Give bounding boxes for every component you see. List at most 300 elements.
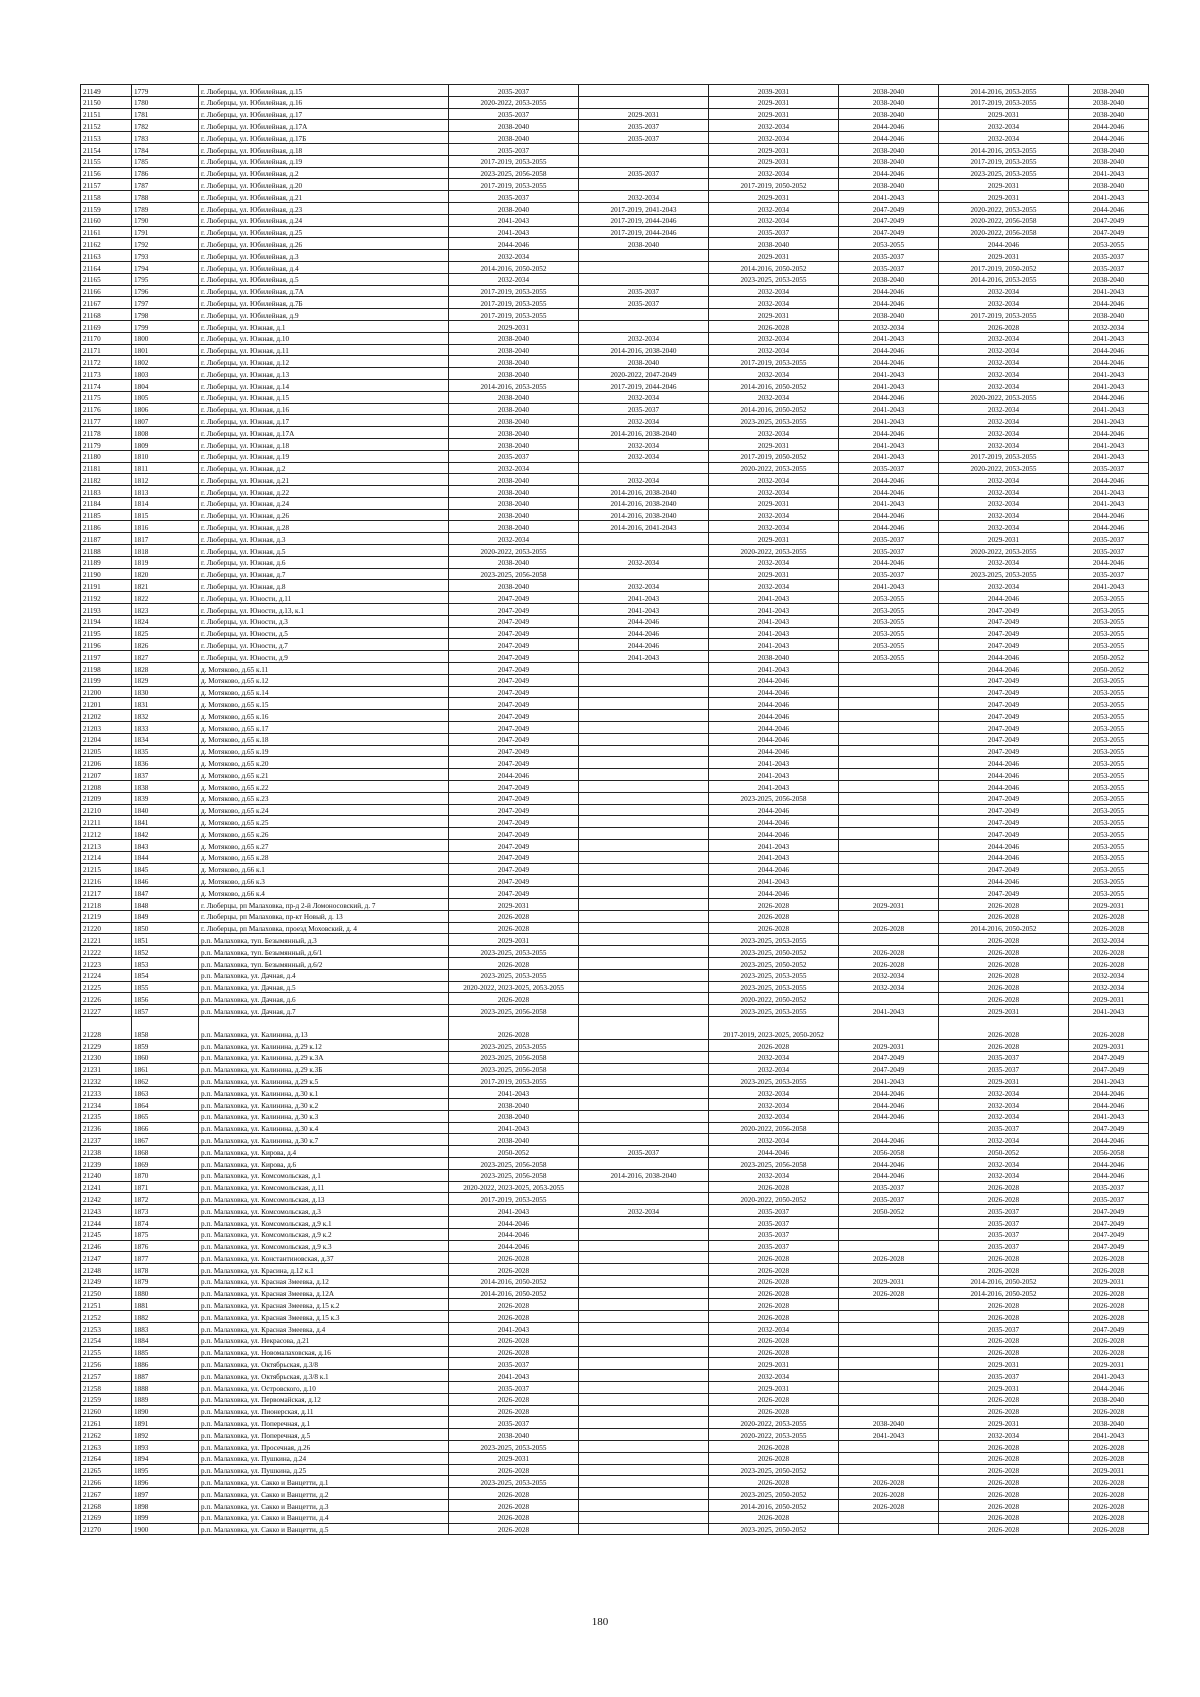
period-cell-5: 2047-2049: [939, 674, 1069, 686]
row-index-cell: 21165: [81, 273, 132, 285]
table-row: [81, 910, 1149, 922]
record-number-cell: 1780: [132, 96, 199, 108]
address-cell: р.п. Малаховка, ул. Комсомольская, д.3: [199, 1205, 449, 1217]
period-cell-2: [579, 1275, 709, 1287]
address-cell: д. Мотяково, д.65 к.26: [199, 828, 449, 840]
address-cell: г. Люберцы, ул. Юбилейная, д.17Б: [199, 132, 449, 144]
table-row: [81, 1382, 1149, 1394]
row-index-cell: 21193: [81, 604, 132, 616]
period-cell-5: 2026-2028: [939, 1488, 1069, 1500]
address-cell: г. Люберцы, ул. Южная, д.1: [199, 320, 449, 332]
record-number-cell: 1861: [132, 1063, 199, 1075]
address-cell: р.п. Малаховка, ул. Кирова, д.4: [199, 1146, 449, 1158]
period-cell-2: [579, 710, 709, 722]
period-cell-4: 2026-2028: [839, 1476, 939, 1488]
period-cell-5: 2026-2028: [939, 934, 1069, 946]
period-cell-2: 2014-2016, 2038-2040: [579, 344, 709, 356]
period-cell-3: 2020-2022, 2053-2055: [709, 462, 839, 474]
period-cell-4: [839, 851, 939, 863]
record-number-cell: 1888: [132, 1382, 199, 1394]
record-number-cell: 1797: [132, 297, 199, 309]
table-row: [81, 922, 1149, 934]
record-number-cell: 1834: [132, 733, 199, 745]
period-cell-6: 2053-2055: [1069, 863, 1149, 875]
period-cell-6: 2041-2043: [1069, 1075, 1149, 1087]
period-cell-6: 2053-2055: [1069, 757, 1149, 769]
address-cell: д. Мотяково, д.65 к.22: [199, 781, 449, 793]
table-row: [81, 1511, 1149, 1523]
period-cell-5: 2032-2034: [939, 1087, 1069, 1099]
table-row: [81, 580, 1149, 592]
period-cell-1: 2023-2025, 2053-2055: [449, 946, 579, 958]
period-cell-6: 2041-2043: [1069, 415, 1149, 427]
record-number-cell: 1866: [132, 1122, 199, 1134]
period-cell-4: 2038-2040: [839, 309, 939, 321]
page-number: 180: [591, 1616, 609, 1628]
table-row: [81, 615, 1149, 627]
period-cell-4: [839, 1358, 939, 1370]
period-cell-6: 2029-2031: [1069, 898, 1149, 910]
period-cell-4: 2041-2043: [839, 580, 939, 592]
period-cell-2: [579, 792, 709, 804]
period-cell-1: 2026-2028: [449, 910, 579, 922]
period-cell-1: 2041-2043: [449, 1323, 579, 1335]
table-row: [81, 214, 1149, 226]
period-cell-5: 2026-2028: [939, 1441, 1069, 1453]
row-index-cell: 21237: [81, 1134, 132, 1146]
period-cell-6: 2053-2055: [1069, 781, 1149, 793]
period-cell-6: 2026-2028: [1069, 1452, 1149, 1464]
period-cell-4: [839, 934, 939, 946]
period-cell-1: 2047-2049: [449, 863, 579, 875]
period-cell-5: 2035-2037: [939, 1240, 1069, 1252]
period-cell-4: 2035-2037: [839, 1181, 939, 1193]
period-cell-4: [839, 1216, 939, 1228]
period-cell-4: 2041-2043: [839, 332, 939, 344]
period-cell-1: 2029-2031: [449, 934, 579, 946]
row-index-cell: 21150: [81, 96, 132, 108]
period-cell-1: 2047-2049: [449, 604, 579, 616]
table-row: [81, 651, 1149, 663]
address-cell: р.п. Малаховка, ул. Комсомольская, д.1: [199, 1169, 449, 1181]
row-index-cell: 21201: [81, 698, 132, 710]
period-cell-2: [579, 863, 709, 875]
period-cell-1: 2038-2040: [449, 427, 579, 439]
record-number-cell: 1796: [132, 285, 199, 297]
table-row: [81, 1311, 1149, 1323]
period-cell-2: [579, 1063, 709, 1075]
period-cell-6: 2026-2028: [1069, 957, 1149, 969]
period-cell-2: 2041-2043: [579, 604, 709, 616]
period-cell-3: 2044-2046: [709, 698, 839, 710]
period-cell-2: [579, 1334, 709, 1346]
record-number-cell: 1794: [132, 261, 199, 273]
row-index-cell: 21245: [81, 1228, 132, 1240]
period-cell-5: 2047-2049: [939, 804, 1069, 816]
row-index-cell: 21187: [81, 533, 132, 545]
record-number-cell: 1810: [132, 450, 199, 462]
record-number-cell: 1821: [132, 580, 199, 592]
table-row: [81, 851, 1149, 863]
address-cell: р.п. Малаховка, ул. Сакко и Ванцетти, д.2: [199, 1488, 449, 1500]
period-cell-3: 2041-2043: [709, 757, 839, 769]
period-cell-3: 2026-2028: [709, 1287, 839, 1299]
period-cell-6: 2041-2043: [1069, 497, 1149, 509]
period-cell-1: 2038-2040: [449, 474, 579, 486]
period-cell-4: 2035-2037: [839, 545, 939, 557]
period-cell-6: 2026-2028: [1069, 1299, 1149, 1311]
address-cell: р.п. Малаховка, ул. Калинина, д.30 к.2: [199, 1098, 449, 1110]
table-row: [81, 486, 1149, 498]
table-row: [81, 1005, 1149, 1017]
period-cell-1: 2047-2049: [449, 615, 579, 627]
address-cell: г. Люберцы, ул. Южная, д.8: [199, 580, 449, 592]
table-row: [81, 320, 1149, 332]
period-cell-1: 2041-2043: [449, 1122, 579, 1134]
period-cell-1: 2020-2022, 2023-2025, 2053-2055: [449, 981, 579, 993]
record-number-cell: 1894: [132, 1452, 199, 1464]
period-cell-2: [579, 1476, 709, 1488]
period-cell-5: 2044-2046: [939, 757, 1069, 769]
row-index-cell: 21232: [81, 1075, 132, 1087]
period-cell-3: 2023-2025, 2056-2058: [709, 792, 839, 804]
period-cell-4: 2041-2043: [839, 191, 939, 203]
period-cell-1: 2044-2046: [449, 1228, 579, 1240]
period-cell-4: [839, 1334, 939, 1346]
period-cell-6: 2029-2031: [1069, 1358, 1149, 1370]
period-cell-2: 2032-2034: [579, 332, 709, 344]
row-index-cell: 21269: [81, 1511, 132, 1523]
row-index-cell: 21168: [81, 309, 132, 321]
period-cell-4: [839, 863, 939, 875]
period-cell-6: 2053-2055: [1069, 851, 1149, 863]
period-cell-3: 2032-2034: [709, 1051, 839, 1063]
period-cell-2: [579, 851, 709, 863]
row-index-cell: 21209: [81, 792, 132, 804]
period-cell-4: 2029-2031: [839, 1039, 939, 1051]
period-cell-6: 2038-2040: [1069, 1417, 1149, 1429]
row-index-cell: 21205: [81, 745, 132, 757]
period-cell-1: 2038-2040: [449, 332, 579, 344]
table-row: [81, 179, 1149, 191]
period-cell-3: 2026-2028: [709, 1039, 839, 1051]
period-cell-2: [579, 1405, 709, 1417]
table-row: [81, 509, 1149, 521]
period-cell-5: 2032-2034: [939, 556, 1069, 568]
record-number-cell: 1817: [132, 533, 199, 545]
row-index-cell: 21233: [81, 1087, 132, 1099]
period-cell-5: 2047-2049: [939, 863, 1069, 875]
period-cell-1: 2026-2028: [449, 1299, 579, 1311]
period-cell-5: 2029-2031: [939, 1075, 1069, 1087]
period-cell-5: 2026-2028: [939, 993, 1069, 1005]
period-cell-2: [579, 143, 709, 155]
table-row: [81, 887, 1149, 899]
period-cell-6: 2053-2055: [1069, 674, 1149, 686]
period-cell-4: [839, 1382, 939, 1394]
period-cell-1: 2038-2040: [449, 521, 579, 533]
period-cell-5: 2032-2034: [939, 1098, 1069, 1110]
period-cell-5: 2029-2031: [939, 179, 1069, 191]
period-cell-2: [579, 875, 709, 887]
period-cell-1: 2026-2028: [449, 1334, 579, 1346]
period-cell-5: 2032-2034: [939, 368, 1069, 380]
table-row: [81, 1500, 1149, 1512]
period-cell-2: [579, 1500, 709, 1512]
row-index-cell: 21247: [81, 1252, 132, 1264]
period-cell-6: 2041-2043: [1069, 1370, 1149, 1382]
period-cell-5: 2044-2046: [939, 238, 1069, 250]
period-cell-3: 2029-2031: [709, 108, 839, 120]
address-cell: г. Люберцы, ул. Южная, д.22: [199, 486, 449, 498]
period-cell-3: 2032-2034: [709, 1087, 839, 1099]
row-index-cell: 21204: [81, 733, 132, 745]
period-cell-1: 2035-2037: [449, 191, 579, 203]
period-cell-5: 2032-2034: [939, 580, 1069, 592]
period-cell-4: [839, 710, 939, 722]
period-cell-2: [579, 1382, 709, 1394]
period-cell-2: [579, 840, 709, 852]
record-number-cell: 1871: [132, 1181, 199, 1193]
record-number-cell: 1863: [132, 1087, 199, 1099]
address-cell: д. Мотяково, д.65 к.23: [199, 792, 449, 804]
period-cell-6: 2038-2040: [1069, 85, 1149, 97]
address-cell: г. Люберцы, ул. Южная, д.6: [199, 556, 449, 568]
period-cell-3: 2023-2025, 2053-2055: [709, 981, 839, 993]
record-number-cell: 1829: [132, 674, 199, 686]
period-cell-1: 2038-2040: [449, 391, 579, 403]
period-cell-5: 2047-2049: [939, 745, 1069, 757]
row-index-cell: 21243: [81, 1205, 132, 1217]
data-table-container: [80, 84, 1148, 1535]
period-cell-1: 2038-2040: [449, 556, 579, 568]
period-cell-4: 2035-2037: [839, 250, 939, 262]
table-row: [81, 344, 1149, 356]
period-cell-3: 2032-2034: [709, 427, 839, 439]
period-cell-3: 2044-2046: [709, 733, 839, 745]
address-cell: г. Люберцы, ул. Юбилейная, д.3: [199, 250, 449, 262]
period-cell-6: 2050-2052: [1069, 651, 1149, 663]
period-cell-5: 2026-2028: [939, 1464, 1069, 1476]
period-cell-4: [839, 1464, 939, 1476]
period-cell-4: [839, 722, 939, 734]
period-cell-6: 2038-2040: [1069, 179, 1149, 191]
period-cell-1: 2014-2016, 2050-2052: [449, 1275, 579, 1287]
period-cell-5: 2023-2025, 2053-2055: [939, 568, 1069, 580]
row-index-cell: 21257: [81, 1370, 132, 1382]
period-cell-3: 2029-2031: [709, 1382, 839, 1394]
period-cell-2: 2014-2016, 2038-2040: [579, 509, 709, 521]
address-cell: г. Люберцы, ул. Юности, д.3: [199, 615, 449, 627]
period-cell-2: [579, 1358, 709, 1370]
period-cell-4: 2053-2055: [839, 238, 939, 250]
period-cell-4: 2041-2043: [839, 1075, 939, 1087]
period-cell-5: 2035-2037: [939, 1051, 1069, 1063]
period-cell-1: 2035-2037: [449, 108, 579, 120]
period-cell-4: 2044-2046: [839, 1110, 939, 1122]
period-cell-4: 2044-2046: [839, 1087, 939, 1099]
period-cell-5: 2020-2022, 2053-2055: [939, 462, 1069, 474]
address-cell: р.п. Малаховка, ул. Комсомольская, д.9 к.1: [199, 1216, 449, 1228]
table-row: [81, 1087, 1149, 1099]
period-cell-2: 2017-2019, 2044-2046: [579, 214, 709, 226]
table-row: [81, 1358, 1149, 1370]
row-index-cell: 21181: [81, 462, 132, 474]
address-cell: г. Люберцы, ул. Юности, д.7: [199, 639, 449, 651]
address-cell: д. Мотяково, д.65 к.16: [199, 710, 449, 722]
row-index-cell: 21198: [81, 663, 132, 675]
record-number-cell: 1818: [132, 545, 199, 557]
period-cell-4: 2035-2037: [839, 533, 939, 545]
period-cell-2: [579, 1299, 709, 1311]
row-index-cell: 21218: [81, 898, 132, 910]
period-cell-1: 2047-2049: [449, 816, 579, 828]
period-cell-3: 2029-2031: [709, 309, 839, 321]
row-index-cell: 21234: [81, 1098, 132, 1110]
table-row: [81, 1429, 1149, 1441]
record-number-cell: 1856: [132, 993, 199, 1005]
period-cell-6: 2047-2049: [1069, 1240, 1149, 1252]
period-cell-3: 2029-2031: [709, 155, 839, 167]
period-cell-6: 2044-2046: [1069, 509, 1149, 521]
period-cell-6: 2044-2046: [1069, 1157, 1149, 1169]
record-number-cell: 1825: [132, 627, 199, 639]
period-cell-2: [579, 663, 709, 675]
period-cell-3: 2023-2025, 2053-2055: [709, 1005, 839, 1017]
period-cell-2: 2041-2043: [579, 651, 709, 663]
table-row: [81, 804, 1149, 816]
period-cell-6: 2041-2043: [1069, 1005, 1149, 1017]
period-cell-4: 2035-2037: [839, 261, 939, 273]
period-cell-4: 2044-2046: [839, 167, 939, 179]
period-cell-5: 2014-2016, 2053-2055: [939, 143, 1069, 155]
address-cell: д. Мотяково, д.65 к.21: [199, 769, 449, 781]
period-cell-1: 2035-2037: [449, 1417, 579, 1429]
address-cell: г. Люберцы, ул. Южная, д.16: [199, 403, 449, 415]
period-cell-6: 2053-2055: [1069, 828, 1149, 840]
period-cell-6: 2026-2028: [1069, 1488, 1149, 1500]
row-index-cell: 21225: [81, 981, 132, 993]
period-cell-3: 2020-2022, 2053-2055: [709, 1417, 839, 1429]
period-cell-6: 2026-2028: [1069, 910, 1149, 922]
period-cell-6: 2047-2049: [1069, 1063, 1149, 1075]
period-cell-3: 2032-2034: [709, 297, 839, 309]
period-cell-2: 2044-2046: [579, 615, 709, 627]
period-cell-2: [579, 674, 709, 686]
period-cell-3: 2044-2046: [709, 1146, 839, 1158]
period-cell-3: 2032-2034: [709, 1323, 839, 1335]
address-cell: г. Люберцы, ул. Южная, д.17А: [199, 427, 449, 439]
table-row: [81, 769, 1149, 781]
period-cell-2: 2035-2037: [579, 403, 709, 415]
table-row: [81, 132, 1149, 144]
address-cell: г. Люберцы, ул. Южная, д.3: [199, 533, 449, 545]
period-cell-3: 2023-2025, 2053-2055: [709, 415, 839, 427]
period-cell-3: 2032-2034: [709, 285, 839, 297]
period-cell-4: [839, 887, 939, 899]
period-cell-5: 2017-2019, 2053-2055: [939, 309, 1069, 321]
address-cell: р.п. Малаховка, ул. Пушкина, д.24: [199, 1452, 449, 1464]
period-cell-3: 2032-2034: [709, 1063, 839, 1075]
period-cell-4: 2038-2040: [839, 108, 939, 120]
period-cell-3: 2032-2034: [709, 1370, 839, 1382]
row-index-cell: 21221: [81, 934, 132, 946]
table-row: [81, 686, 1149, 698]
period-cell-1: 2044-2046: [449, 769, 579, 781]
period-cell-3: 2026-2028: [709, 1252, 839, 1264]
period-cell-6: 2035-2037: [1069, 250, 1149, 262]
period-cell-1: 2038-2040: [449, 368, 579, 380]
row-index-cell: 21177: [81, 415, 132, 427]
row-index-cell: 21214: [81, 851, 132, 863]
period-cell-5: 2020-2022, 2053-2055: [939, 545, 1069, 557]
period-cell-3: 2035-2037: [709, 1205, 839, 1217]
period-cell-1: 2020-2022, 2053-2055: [449, 545, 579, 557]
record-number-cell: 1890: [132, 1405, 199, 1417]
period-cell-6: 2050-2052: [1069, 663, 1149, 675]
period-cell-4: [839, 1405, 939, 1417]
period-cell-4: [839, 1016, 939, 1039]
period-cell-3: 2044-2046: [709, 804, 839, 816]
address-cell: г. Люберцы, ул. Южная, д.18: [199, 438, 449, 450]
period-cell-3: 2020-2022, 2050-2052: [709, 993, 839, 1005]
address-cell: р.п. Малаховка, ул. Кирова, д.6: [199, 1157, 449, 1169]
period-cell-1: 2047-2049: [449, 639, 579, 651]
period-cell-1: 2047-2049: [449, 592, 579, 604]
period-cell-5: 2032-2034: [939, 344, 1069, 356]
period-cell-4: [839, 1452, 939, 1464]
address-cell: д. Мотяково, д.65 к.19: [199, 745, 449, 757]
table-row: [81, 356, 1149, 368]
period-cell-1: 2047-2049: [449, 840, 579, 852]
period-cell-2: [579, 804, 709, 816]
period-cell-5: 2032-2034: [939, 474, 1069, 486]
period-cell-6: 2041-2043: [1069, 368, 1149, 380]
table-row: [81, 474, 1149, 486]
period-cell-4: 2050-2052: [839, 1205, 939, 1217]
period-cell-3: 2023-2025, 2050-2052: [709, 957, 839, 969]
period-cell-1: 2017-2019, 2053-2055: [449, 1075, 579, 1087]
record-number-cell: 1847: [132, 887, 199, 899]
period-cell-1: 2035-2037: [449, 85, 579, 97]
table-row: [81, 297, 1149, 309]
period-cell-5: 2044-2046: [939, 663, 1069, 675]
period-cell-3: 2044-2046: [709, 863, 839, 875]
row-index-cell: 21220: [81, 922, 132, 934]
period-cell-3: 2023-2025, 2053-2055: [709, 934, 839, 946]
record-number-cell: 1786: [132, 167, 199, 179]
period-cell-1: 2038-2040: [449, 132, 579, 144]
record-number-cell: 1896: [132, 1476, 199, 1488]
period-cell-3: 2029-2031: [709, 1358, 839, 1370]
period-cell-4: 2041-2043: [839, 368, 939, 380]
period-cell-2: [579, 1311, 709, 1323]
period-cell-6: 2053-2055: [1069, 875, 1149, 887]
period-cell-1: 2038-2040: [449, 120, 579, 132]
period-cell-6: 2026-2028: [1069, 1523, 1149, 1535]
period-cell-2: 2032-2034: [579, 191, 709, 203]
period-cell-2: [579, 1051, 709, 1063]
period-cell-5: 2032-2034: [939, 486, 1069, 498]
record-number-cell: 1804: [132, 379, 199, 391]
period-cell-1: 2014-2016, 2050-2052: [449, 261, 579, 273]
row-index-cell: 21242: [81, 1193, 132, 1205]
address-cell: д. Мотяково, д.65 к.25: [199, 816, 449, 828]
row-index-cell: 21152: [81, 120, 132, 132]
period-cell-3: 2014-2016, 2050-2052: [709, 403, 839, 415]
period-cell-6: 2044-2046: [1069, 474, 1149, 486]
period-cell-4: 2029-2031: [839, 898, 939, 910]
